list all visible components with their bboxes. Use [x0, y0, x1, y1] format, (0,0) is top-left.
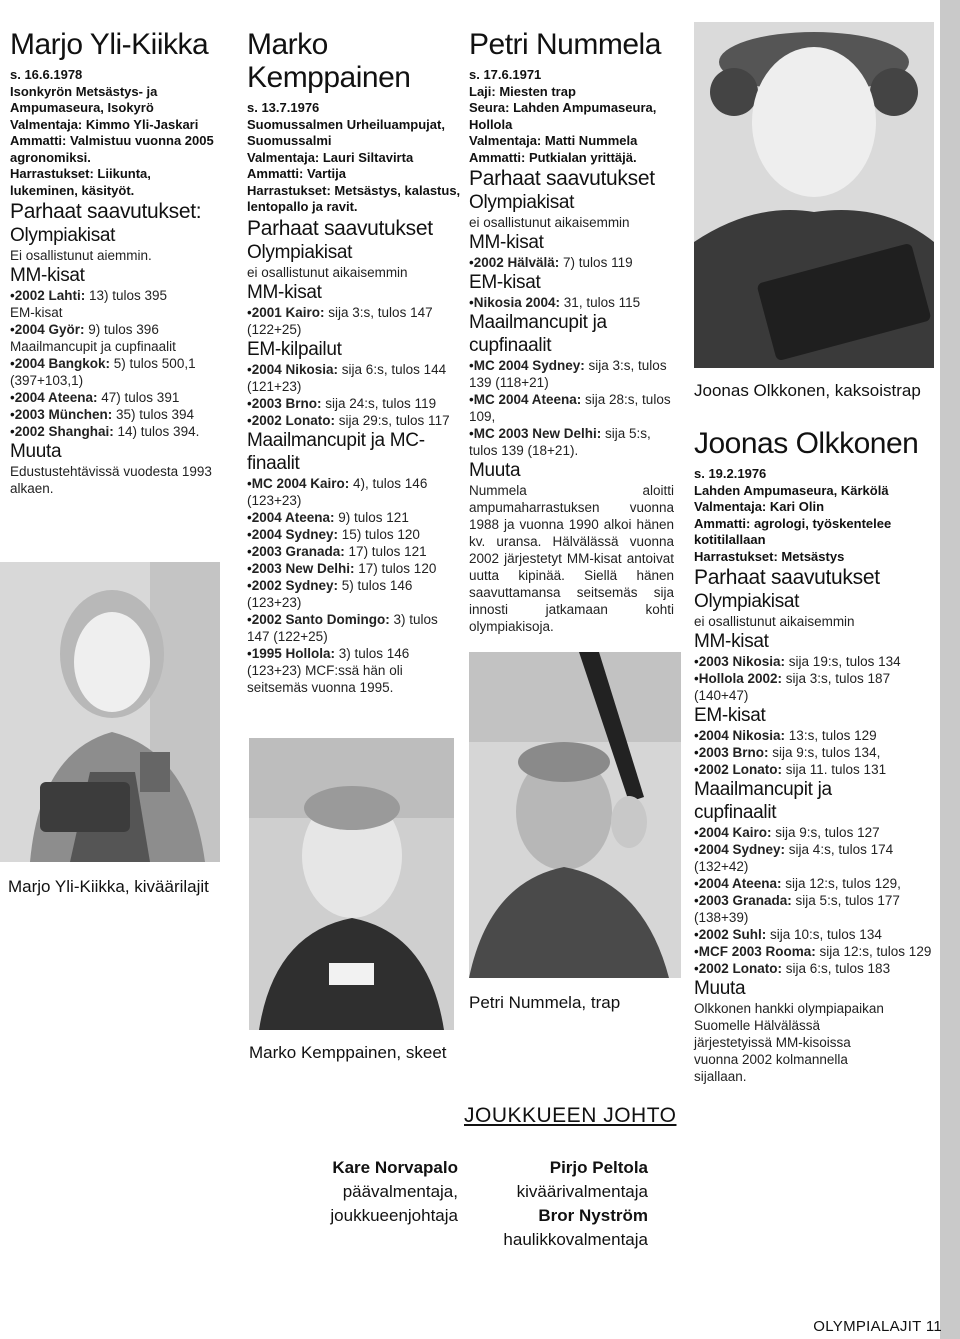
list-item: • 2004 Kairo: sija 9:s, tulos 127: [694, 824, 934, 841]
em-heading: EM-kisat: [10, 305, 63, 320]
event: Laji: Miesten trap: [469, 83, 576, 99]
list-item: • 2004 Sydney: sija 4:s, tulos 174 (132+42): [694, 841, 934, 875]
athlete-name: Joonas Olkkonen: [694, 427, 919, 460]
staff-role: joukkueenjohtaja: [330, 1206, 458, 1225]
coach: Valmentaja: Kimmo Yli-Jaskari: [10, 116, 199, 132]
staff-left: [300, 1156, 458, 1228]
best-results-heading: Parhaat saavutukset: [247, 216, 433, 240]
list-item: • 2004 Nikosia: sija 6:s, tulos 144 (121+23): [247, 361, 462, 395]
athlete-name: Marko Kemppainen: [247, 28, 411, 94]
profession: Ammatti: Vartija: [247, 166, 346, 181]
coach: Valmentaja: Kari Olin: [694, 499, 825, 514]
management-heading: JOUKKUEEN JOHTO: [464, 1104, 677, 1127]
hobbies: Harrastukset: Metsästys: [694, 548, 845, 564]
photo-petri: [469, 652, 681, 978]
best-results-heading: Parhaat saavutukset: [469, 167, 655, 190]
mm-list: [10, 287, 220, 304]
list-item: • 2001 Kairo: sija 3:s, tulos 147 (122+25): [247, 304, 462, 338]
profession: Ammatti: Valmistuu vuonna 2005 agronomiksi.: [10, 133, 214, 165]
list-item: • 2003 New Delhi: 17) tulos 120: [247, 560, 462, 577]
birth-date: s. 17.6.1971: [469, 67, 542, 82]
page-edge-shadow: [940, 0, 960, 1339]
athlete-marko: [247, 28, 462, 696]
olympics-heading: Olympiakisat: [10, 225, 116, 246]
wc-list: [469, 357, 674, 459]
mm-heading: MM-kisat: [469, 232, 544, 253]
birth-date: s. 13.7.1976: [247, 100, 320, 115]
mm-list: [694, 653, 934, 704]
misc-text: Nummela aloitti ampumaharrastuksen vuonna 1988 ja vuonna 1990 alkoi hänen kv. uransa. Hälvälässä vuonna 2002 järjestetyt MM-kisat antoivat uutta kipinää. Siellä hänen saavuttamansa seitsemäs sija innosti jatkamaan kohti olympiakisoja.: [469, 483, 674, 634]
misc-heading: Muuta: [10, 441, 62, 462]
olympics-text: Ei osallistunut aiemmin.: [10, 248, 152, 263]
club: Isonkyrön Metsästys- ja Ampumaseura, Isokyrö: [10, 83, 158, 115]
list-item: • 2004 Nikosia: 13:s, tulos 129: [694, 727, 934, 744]
mm-heading: MM-kisat: [10, 265, 85, 286]
olympics-heading: Olympiakisat: [694, 591, 800, 612]
staff-role: kiväärivalmentaja: [516, 1182, 648, 1201]
staff-name: Bror Nyström: [538, 1206, 648, 1225]
birth-date: s. 16.6.1978: [10, 67, 83, 82]
portrait-joonas-icon: [694, 22, 934, 368]
em-heading: EM-kisat: [694, 705, 766, 726]
best-results-heading: Parhaat saavutukset:: [10, 200, 202, 223]
list-item: • 2004 Ateena: 9) tulos 121: [247, 509, 462, 526]
em-list: [10, 321, 220, 338]
caption-marjo: Marjo Yli-Kiikka, kiväärilajit: [8, 877, 209, 896]
mm-heading: MM-kisat: [694, 631, 769, 652]
list-item: • MC 2004 Ateena: sija 28:s, tulos 109,: [469, 391, 674, 425]
list-item: • 2003 Brno: sija 9:s, tulos 134,: [694, 744, 934, 761]
list-item: • 2003 Granada: sija 5:s, tulos 177 (138+39): [694, 892, 934, 926]
wc-heading: Maailmancupit ja cupfinaalit: [10, 339, 176, 354]
list-item: • 2002 Santo Domingo: 3) tulos 147 (122+25): [247, 611, 462, 645]
olympics-heading: Olympiakisat: [247, 241, 353, 263]
misc-text: Edustustehtävissä vuodesta 1993 alkaen.: [10, 464, 212, 496]
wc-heading: Maailmancupit ja cupfinaalit: [694, 779, 832, 823]
photo-marko: [249, 738, 454, 1030]
birth-date: s. 19.2.1976: [694, 466, 767, 481]
caption-marko: Marko Kemppainen, skeet: [249, 1043, 447, 1062]
list-item: • MC 2004 Sydney: sija 3:s, tulos 139 (118+21): [469, 357, 674, 391]
olympics-heading: Olympiakisat: [469, 192, 575, 213]
photo-joonas: [694, 22, 934, 368]
list-item: • MC 2004 Kairo: 4), tulos 146 (123+23): [247, 475, 462, 509]
best-results-heading: Parhaat saavutukset: [694, 566, 880, 589]
list-item: • 2002 Suhl: sija 10:s, tulos 134: [694, 926, 934, 943]
list-item: • 2002 Sydney: 5) tulos 146 (123+23): [247, 577, 462, 611]
staff-right: [480, 1156, 648, 1252]
olympics-text: ei osallistunut aikaisemmin: [469, 215, 630, 230]
staff-name: Pirjo Peltola: [549, 1158, 648, 1177]
list-item: • 2003 Nikosia: sija 19:s, tulos 134: [694, 653, 934, 670]
list-item: • Nikosia 2004: 31, tulos 115: [469, 294, 674, 311]
list-item: • 2004 Sydney: 15) tulos 120: [247, 526, 462, 543]
staff-role: päävalmentaja,: [342, 1182, 458, 1201]
em-list: [247, 361, 462, 429]
em-list: [694, 727, 934, 778]
list-item: • 2003 Brno: sija 24:s, tulos 119: [247, 395, 462, 412]
mm-list: [247, 304, 462, 338]
athlete-petri: [469, 28, 674, 635]
list-item: • 2004 Bangkok: 5) tulos 500,1 (397+103,1): [10, 355, 220, 389]
list-item: • 2002 Lonato: sija 6:s, tulos 183: [694, 960, 934, 977]
list-item: • 2004 Ateena: 47) tulos 391: [10, 389, 220, 406]
portrait-shooter-icon: [469, 652, 681, 978]
em-heading: EM-kisat: [469, 272, 541, 293]
list-item: • 2002 Lonato: sija 29:s, tulos 117: [247, 412, 462, 429]
athlete-name: Petri Nummela: [469, 28, 661, 61]
list-item: • Hollola 2002: sija 3:s, tulos 187 (140+47): [694, 670, 934, 704]
list-item: • 1995 Hollola: 3) tulos 146 (123+23) MCF:ssä hän oli seitsemäs vuonna 1995.: [247, 645, 462, 696]
list-item: • 2003 Granada: 17) tulos 121: [247, 543, 462, 560]
portrait-woman-icon: [0, 562, 220, 862]
athlete-name: Marjo Yli-Kiikka: [10, 28, 209, 61]
profession: Ammatti: Putkialan yrittäjä.: [469, 149, 637, 165]
staff-name: Kare Norvapalo: [332, 1158, 458, 1177]
club: Seura: Lahden Ampumaseura, Hollola: [469, 100, 657, 132]
wc-heading: Maailmancupit ja cupfinaalit: [469, 312, 607, 356]
list-item: • 2004 Györ: 9) tulos 396: [10, 321, 220, 338]
misc-heading: Muuta: [694, 978, 746, 999]
wc-list: [10, 355, 220, 440]
coach: Valmentaja: Lauri Siltavirta: [247, 149, 414, 165]
coach: Valmentaja: Matti Nummela: [469, 133, 638, 148]
photo-caption: Joonas Olkkonen, kaksoistrap: [694, 381, 921, 400]
em-list: [469, 294, 674, 311]
olympics-text: ei osallistunut aikaisemmin: [694, 614, 855, 629]
athlete-joonas: [694, 380, 934, 1085]
mm-heading: MM-kisat: [247, 281, 322, 303]
caption-petri: Petri Nummela, trap: [469, 993, 621, 1012]
club: Lahden Ampumaseura, Kärkölä: [694, 482, 889, 498]
list-item: • 2002 Shanghai: 14) tulos 394.: [10, 423, 220, 440]
misc-text: Olkkonen hankki olympiapaikan Suomelle Hälvälässä järjestetyissä MM-kisoissa vuonna 2002 kolmannella sijallaan.: [694, 1001, 884, 1084]
wc-heading: Maailmancupit ja MC-finaalit: [247, 429, 425, 474]
list-item: • MC 2003 New Delhi: sija 5:s, tulos 139 (18+21).: [469, 425, 674, 459]
athlete-marjo: [10, 28, 220, 497]
list-item: • 2002 Hälvälä: 7) tulos 119: [469, 254, 674, 271]
list-item: • 2002 Lonato: sija 11. tulos 131: [694, 761, 934, 778]
club: Suomussalmen Urheiluampujat, Suomussalmi: [247, 116, 445, 148]
photo-marjo: [0, 562, 220, 862]
list-item: • 2002 Lahti: 13) tulos 395: [10, 287, 220, 304]
profession: Ammatti: agrologi, työskentelee kotitilallaan: [694, 515, 892, 547]
list-item: • 2003 München: 35) tulos 394: [10, 406, 220, 423]
misc-heading: Muuta: [469, 460, 521, 481]
wc-list: [247, 475, 462, 696]
staff-role: haulikkovalmentaja: [503, 1230, 648, 1249]
olympics-text: ei osallistunut aikaisemmin: [247, 264, 408, 280]
mm-list: [469, 254, 674, 271]
hobbies: Harrastukset: Metsästys, kalastus, lentopallo ja ravit.: [247, 182, 461, 214]
em-heading: EM-kilpailut: [247, 338, 342, 360]
portrait-man-icon: [249, 738, 454, 1030]
list-item: • 2004 Ateena: sija 12:s, tulos 129,: [694, 875, 934, 892]
page-footer: OLYMPIALAJIT 11: [813, 1318, 942, 1335]
hobbies: Harrastukset: Liikunta, lukeminen, käsityöt.: [10, 166, 151, 198]
list-item: • MCF 2003 Rooma: sija 12:s, tulos 129: [694, 943, 934, 960]
wc-list: [694, 824, 934, 977]
